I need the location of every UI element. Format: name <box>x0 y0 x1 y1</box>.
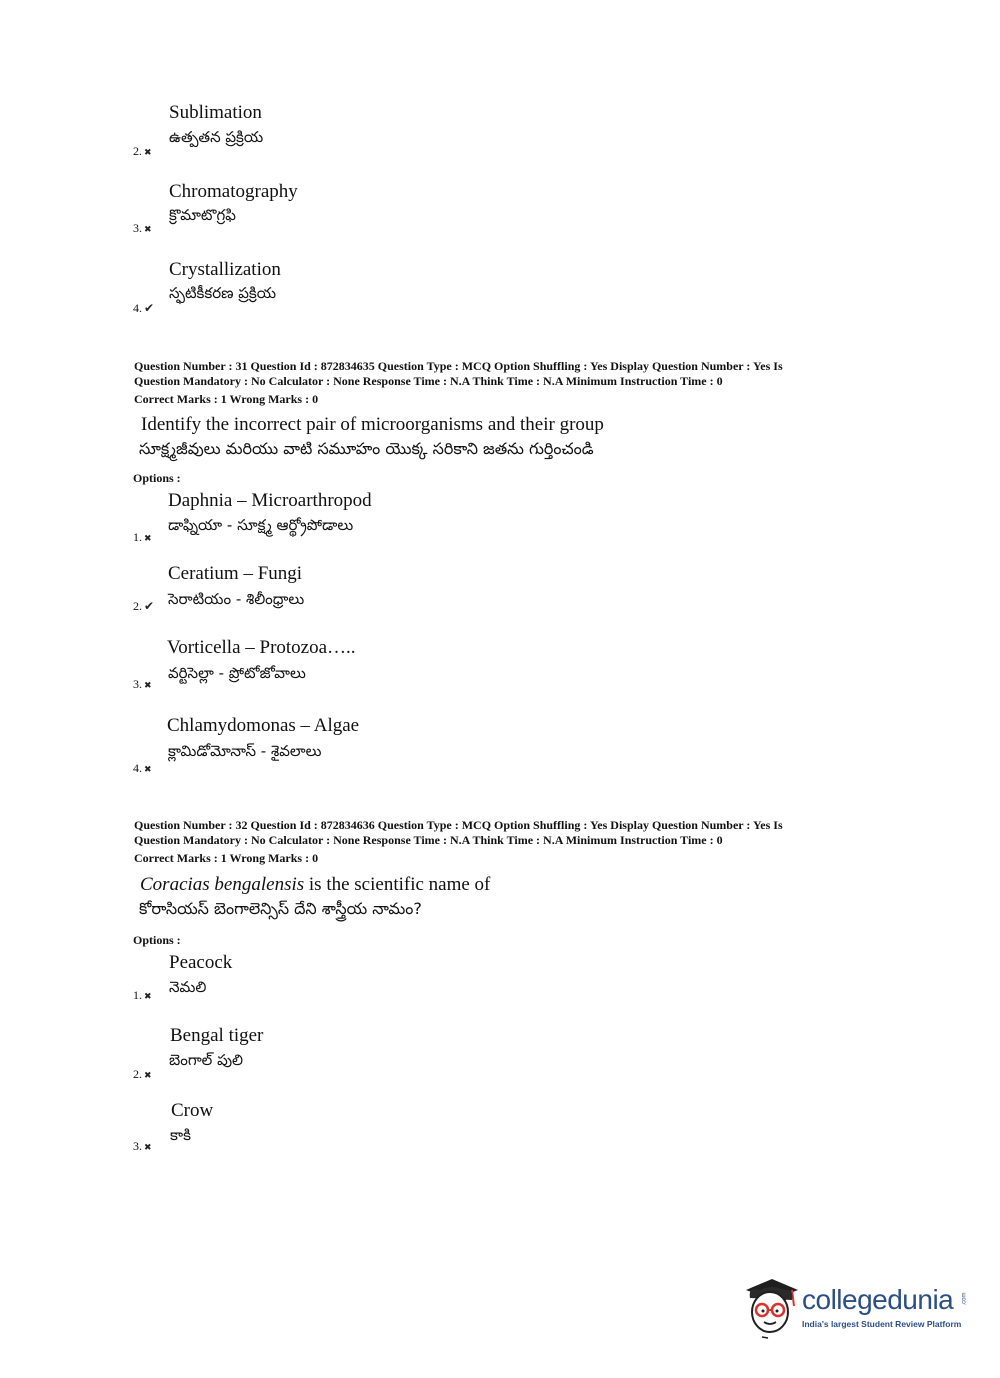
option-text-te: ఉత్పతన ప్రక్రియ <box>169 128 264 146</box>
option-text-en: Daphnia – Microarthropod <box>168 490 372 511</box>
check-icon: ✔ <box>144 599 155 613</box>
cross-icon: ✖ <box>144 764 152 774</box>
option-number: 2. ✔ <box>133 599 155 613</box>
student-mascot-icon <box>742 1276 800 1340</box>
option-text-te: క్రొమాటొగ్రఫి <box>169 206 236 224</box>
option-text-en: Crow <box>171 1100 214 1121</box>
logo-suffix: .com <box>961 1292 968 1306</box>
collegedunia-logo <box>742 1276 972 1340</box>
option-text-en: Chromatography <box>169 181 298 202</box>
option-text-te: క్లామిడోమోనాస్ - శైవలాలు <box>168 742 322 760</box>
option-number: 1. ✖ <box>133 530 152 544</box>
logo-tagline: India's largest Student Review Platform <box>802 1319 962 1329</box>
cross-icon: ✖ <box>144 1070 152 1080</box>
option-number: 3. ✖ <box>133 221 152 235</box>
logo-wordmark: collegedunia <box>802 1284 954 1315</box>
cross-icon: ✖ <box>144 533 152 543</box>
cross-icon: ✖ <box>144 680 152 690</box>
option-number: 2. ✖ <box>133 144 152 158</box>
option-number: 3. ✖ <box>133 677 152 691</box>
option-number: 4. ✖ <box>133 761 152 775</box>
option-number: 1. ✖ <box>133 988 152 1002</box>
question-text-te: సూక్ష్మజీవులు మరియు వాటి సమూహం యొక్క సరికాని జతను గుర్తించండి <box>139 439 594 458</box>
cross-icon: ✖ <box>144 991 152 1001</box>
options-label: Options : <box>133 933 181 947</box>
option-text-en: Sublimation <box>169 102 262 123</box>
question-text-en: Identify the incorrect pair of microorganisms and their group <box>141 414 604 435</box>
option-text-en: Chlamydomonas – Algae <box>167 715 360 736</box>
question-text-te: కోరాసియస్ బెంగాలెన్సిస్ దేని శాస్త్రీయ నామం? <box>139 899 422 918</box>
option-text-te: బెంగాల్ పులి <box>169 1051 244 1069</box>
option-text-te: స్ఫటికీకరణ ప్రక్రియ <box>169 284 277 302</box>
option-text-en: Crystallization <box>169 259 281 280</box>
option-text-te: నెమలి <box>169 978 207 996</box>
question-meta: Question Number : 32 Question Id : 872834636 Question Type : MCQ Option Shuffling : Yes Display Question Number : Yes Is Question Mandatory : No Calculator : None Response Time : N.A Think Time : N.A Minimum Instruction Time : 0 Correct Marks : 1 Wrong Marks : 0 <box>134 818 783 865</box>
option-text-te: డాఫ్నియా - సూక్ష్మ ఆర్థ్రోపోడాలు <box>168 516 354 534</box>
check-icon: ✔ <box>144 301 155 315</box>
question-meta: Question Number : 31 Question Id : 872834635 Question Type : MCQ Option Shuffling : Yes Display Question Number : Yes Is Question Mandatory : No Calculator : None Response Time : N.A Think Time : N.A Minimum Instruction Time : 0 Correct Marks : 1 Wrong Marks : 0 <box>134 359 783 406</box>
option-text-en: Vorticella – Protozoa….. <box>167 637 356 658</box>
cross-icon: ✖ <box>144 1142 152 1152</box>
option-number: 3. ✖ <box>133 1139 152 1153</box>
option-text-en: Ceratium – Fungi <box>168 563 303 584</box>
option-text-en: Peacock <box>169 952 233 973</box>
option-text-en: Bengal tiger <box>170 1025 264 1046</box>
option-number: 2. ✖ <box>133 1067 152 1081</box>
option-text-te: వర్టిసెల్లా - ప్రోటోజోవాలు <box>168 664 306 682</box>
cross-icon: ✖ <box>144 224 152 234</box>
question-text-en: Coracias bengalensis is the scientific name of <box>140 874 491 895</box>
option-text-te: సెరాటియం - శిలీంధ్రాలు <box>168 590 305 608</box>
options-label: Options : <box>133 471 181 485</box>
option-text-te: కాకి <box>170 1126 191 1144</box>
option-number: 4. ✔ <box>133 301 155 315</box>
cross-icon: ✖ <box>144 147 152 157</box>
